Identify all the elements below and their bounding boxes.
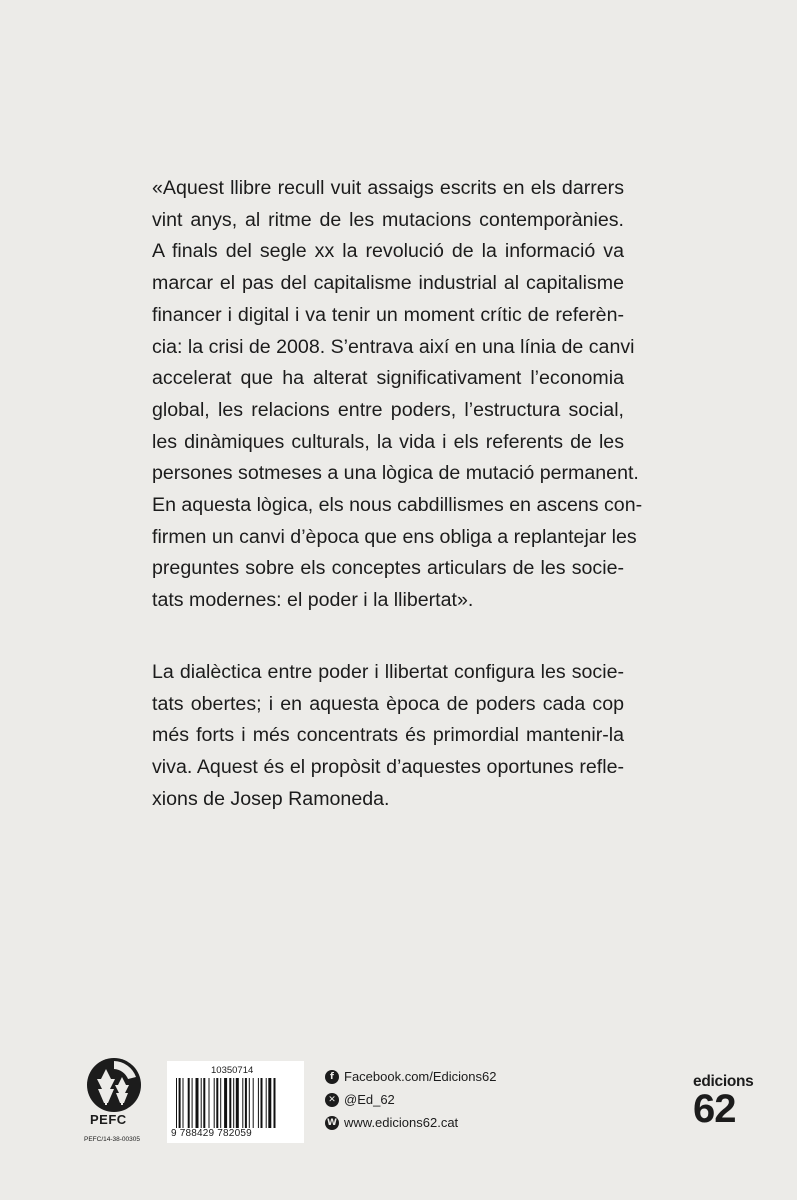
barcode-bar bbox=[196, 1078, 199, 1128]
text-line: persones sotmeses a una lògica de mutació permanent. bbox=[152, 462, 639, 485]
barcode-bar bbox=[253, 1078, 254, 1128]
text-line: accelerat que ha alterat significativament l’economia bbox=[152, 367, 624, 390]
text-line: marcar el pas del capitalisme industrial al capitalisme bbox=[152, 272, 624, 295]
x-text: @Ed_62 bbox=[344, 1092, 395, 1107]
barcode-bar bbox=[229, 1078, 231, 1128]
social-links bbox=[325, 1065, 496, 1134]
barcode-bar bbox=[192, 1078, 193, 1128]
barcode-bar bbox=[176, 1078, 177, 1128]
blurb-paragraph-1 bbox=[152, 173, 643, 617]
x-icon: ✕ bbox=[325, 1093, 339, 1107]
website-link[interactable] bbox=[325, 1111, 496, 1134]
pefc-label: PEFC bbox=[90, 1112, 127, 1127]
text-line: les dinàmiques culturals, la vida i els referents de les bbox=[152, 430, 624, 453]
text-line: tats obertes; i en aquesta època de poders cada cop bbox=[152, 692, 624, 715]
web-icon: W bbox=[325, 1116, 339, 1130]
barcode-bar bbox=[268, 1078, 271, 1128]
text-line: financer i digital i va tenir un moment crític de referèn- bbox=[152, 303, 624, 326]
text-line: «Aquest llibre recull vuit assaigs escrits en els darrers bbox=[152, 177, 624, 199]
text-line: firmen un canvi d’època que ens obliga a replantejar les bbox=[152, 525, 637, 548]
text-line: més forts i més concentrats és primordial mantenir-la bbox=[152, 724, 624, 747]
barcode-bar bbox=[179, 1078, 181, 1128]
blurb-paragraph-2 bbox=[152, 657, 624, 816]
text-line: global, les relacions entre poders, l’estructura social, bbox=[152, 398, 624, 421]
publisher-logo-number: 62 bbox=[693, 1087, 736, 1131]
pefc-logo-icon bbox=[84, 1055, 144, 1115]
text-line: xions de Josep Ramoneda. bbox=[152, 787, 390, 810]
text-line: vint anys, al ritme de les mutacions contemporànies. bbox=[152, 208, 624, 231]
text-line: En aquesta lògica, els nous cabdillismes en ascens con- bbox=[152, 494, 643, 517]
barcode-bar bbox=[242, 1078, 243, 1128]
facebook-icon: f bbox=[325, 1070, 339, 1084]
pefc-certification bbox=[84, 1055, 164, 1143]
barcode-bar bbox=[216, 1078, 218, 1128]
website-text: www.edicions62.cat bbox=[344, 1115, 459, 1130]
barcode-bar bbox=[188, 1078, 190, 1128]
barcode-bar bbox=[266, 1078, 267, 1128]
barcode-bar bbox=[249, 1078, 250, 1128]
facebook-text: Facebook.com/Edicions62 bbox=[344, 1069, 497, 1084]
isbn-barcode bbox=[167, 1061, 304, 1143]
barcode-bar bbox=[203, 1078, 205, 1128]
back-cover-blurb bbox=[152, 173, 643, 815]
barcode-bar bbox=[201, 1078, 202, 1128]
pefc-code: PEFC/14-38-00305 bbox=[84, 1136, 141, 1143]
publisher-logo bbox=[693, 1073, 763, 1131]
barcode-reference-number: 10350714 bbox=[211, 1065, 254, 1076]
text-line: La dialèctica entre poder i llibertat configura les socie- bbox=[152, 660, 624, 683]
barcode-bar bbox=[258, 1078, 259, 1128]
barcode-bar bbox=[209, 1078, 210, 1128]
barcode-bar bbox=[214, 1078, 215, 1128]
facebook-link[interactable] bbox=[325, 1065, 496, 1088]
barcode-bar bbox=[183, 1078, 184, 1128]
barcode-bar bbox=[236, 1078, 239, 1128]
barcode-bar bbox=[274, 1078, 276, 1128]
text-line: A finals del segle xx la revolució de la informació va bbox=[152, 240, 624, 263]
text-line: tats modernes: el poder i la llibertat». bbox=[152, 589, 474, 612]
barcode-bars bbox=[176, 1078, 296, 1128]
back-cover-footer bbox=[0, 1055, 797, 1165]
barcode-bar bbox=[261, 1078, 263, 1128]
text-line: viva. Aquest és el propòsit d’aquestes oportunes refle- bbox=[152, 755, 624, 778]
x-link[interactable] bbox=[325, 1088, 496, 1111]
barcode-bar bbox=[224, 1078, 227, 1128]
publisher-logo-word: edicions bbox=[693, 1073, 754, 1090]
barcode-bar bbox=[245, 1078, 247, 1128]
text-line: cia: la crisi de 2008. S’entrava així en una línia de canvi bbox=[152, 335, 635, 358]
isbn-digits: 9 788429 782059 bbox=[171, 1128, 252, 1139]
text-line: preguntes sobre els conceptes articulars de les socie- bbox=[152, 557, 624, 580]
barcode-bar bbox=[220, 1078, 221, 1128]
barcode-bar bbox=[233, 1078, 234, 1128]
